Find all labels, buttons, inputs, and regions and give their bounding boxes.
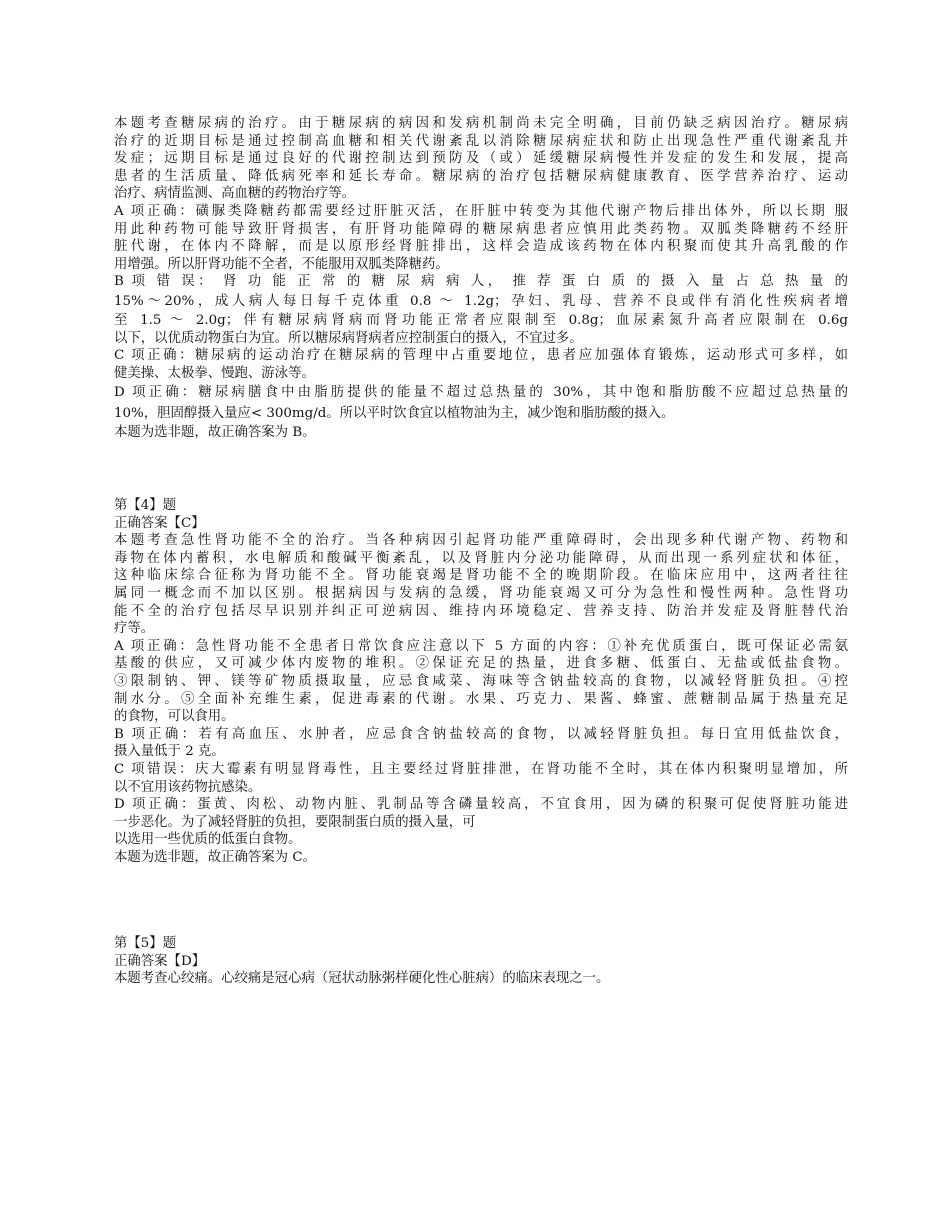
paragraph-line: 本题考查急性肾功能不全的治疗。当各种病因引起肾功能严重障碍时，会出现多种代谢产物、药物和 bbox=[114, 533, 848, 549]
option-c-line: C 项正确：糖尿病的运动治疗在糖尿病的管理中占重要地位，患者应加强体育锻炼，运动形式可多样，如 bbox=[114, 348, 848, 364]
option-c-line: 健美操、太极拳、慢跑、游泳等。 bbox=[114, 365, 315, 381]
option-a-line: ③限制钠、钾、镁等矿物质摄取量，应忌食咸菜、海味等含钠盐较高的食物，以减轻肾脏负担。④控 bbox=[114, 673, 848, 689]
option-b-line: 摄入量低于 2 克。 bbox=[114, 744, 225, 760]
option-a-line: A 项正确：磺脲类降糖药都需要经过肝脏灭活，在肝脏中转变为其他代谢产物后排出体外，所以长期 服 bbox=[114, 203, 848, 219]
option-d-line: 一步恶化。为了减轻肾脏的负担，要限制蛋白质的摄入量，可 bbox=[114, 814, 476, 830]
question-4 bbox=[114, 497, 848, 866]
option-a-line: 基酸的供应，又可减少体内废物的堆积。②保证充足的热量，进食多糖、低蛋白、无盐或低盐食物。 bbox=[114, 656, 848, 672]
option-d-line: D 项正确：糖尿病膳食中由脂肪提供的能量不超过总热量的 30%，其中饱和脂肪酸不应超过总热量的 bbox=[114, 385, 848, 401]
option-c-line: C 项错误：庆大霉素有明显肾毒性，且主要经过肾脏排泄，在肾功能不全时，其在体内积聚明显增加，所 bbox=[114, 761, 848, 777]
paragraph-line: 能不全的治疗包括尽早识别并纠正可逆病因、维持内环境稳定、营养支持、防治并发症及肾脏替代治 bbox=[114, 603, 848, 619]
conclusion-line: 本题为选非题，故正确答案为 B。 bbox=[114, 425, 316, 441]
option-b-line: B 项正确：若有高血压、水肿者，应忌食含钠盐较高的食物，以减轻肾脏负担。每日宜用低盐饮食， bbox=[114, 726, 848, 742]
question-heading: 第【5】题 bbox=[114, 936, 177, 951]
paragraph-line: 治疗、病情监测、高血糖的药物治疗等。 bbox=[114, 186, 356, 202]
conclusion-line: 本题为选非题，故正确答案为 C。 bbox=[114, 849, 316, 865]
correct-answer: 正确答案【C】 bbox=[114, 515, 205, 531]
option-b-line: B 项 错 误： 肾 功 能 正 常 的 糖 尿 病 病 人， 推 荐 蛋 白 质 的 摄 入 量 占 总 热 量 的 bbox=[114, 274, 848, 290]
option-a-line: 用此种药物可能导致肝肾损害，有肝肾功能障碍的糖尿病患者应慎用此类药物。双胍类降糖药不经肝 bbox=[114, 221, 848, 237]
option-a-line: 制水分。⑤全面补充维生素，促进毒素的代谢。水果、巧克力、果酱、蜂蜜、蔗糖制品属于热量充足 bbox=[114, 691, 848, 707]
option-d-line: 10%，胆固醇摄入量应< 300mg/d。所以平时饮食宜以植物油为主，减少饱和脂肪酸的摄入。 bbox=[114, 406, 675, 422]
option-a-line: A 项正确：急性肾功能不全患者日常饮食应注意以下 5 方面的内容：①补充优质蛋白，既可保证必需氨 bbox=[114, 638, 848, 654]
option-d-line: 以选用一些优质的低蛋白食物。 bbox=[114, 832, 302, 848]
paragraph-line: 本题考查糖尿病的治疗。由于糖尿病的病因和发病机制尚未完全明确，目前仍缺乏病因治疗。糖尿病 bbox=[114, 116, 848, 131]
option-c-line: 以不宜用该药物抗感染。 bbox=[114, 779, 262, 795]
option-a-line: 脏代谢，在体内不降解，而是以原形经肾脏排出，这样会造成该药物在体内积聚而使其升高乳酸的作 bbox=[114, 239, 848, 255]
correct-answer: 正确答案【D】 bbox=[114, 953, 206, 969]
question-5 bbox=[114, 935, 848, 988]
paragraph-line: 属同一概念而不加以区别。根据病因与发病的急缓，肾功能衰竭又可分为急性和慢性两种。急性肾功 bbox=[114, 585, 848, 601]
option-a-line: 用增强。所以肝肾功能不全者，不能服用双胍类降糖药。 bbox=[114, 256, 449, 272]
option-b-line: 以下，以优质动物蛋白为宜。所以糖尿病肾病者应控制蛋白的摄入，不宜过多。 bbox=[114, 330, 583, 346]
paragraph-line: 患者的生活质量、降低病死率和延长寿命。糖尿病的治疗包括糖尿病健康教育、医学营养治疗、运动 bbox=[114, 168, 848, 184]
option-d-line: D 项正确：蛋黄、肉松、动物内脏、乳制品等含磷量较高，不宜食用，因为磷的积聚可促使肾脏功能进 bbox=[114, 797, 848, 813]
paragraph-line: 治疗的近期目标是通过控制高血糖和相关代谢紊乱以消除糖尿病症状和防止出现急性严重代谢紊乱并 bbox=[114, 133, 848, 149]
paragraph-line: 毒物在体内蓄积，水电解质和酸碱平衡紊乱，以及肾脏内分泌功能障碍，从而出现一系列症状和体征， bbox=[114, 550, 848, 566]
paragraph-line: 发症；远期目标是通过良好的代谢控制达到预防及（或）延缓糖尿病慢性并发症的发生和发展，提高 bbox=[114, 151, 848, 167]
paragraph-line: 疗等。 bbox=[114, 621, 155, 637]
option-a-line: 的食物，可以食用。 bbox=[114, 709, 235, 725]
paragraph-line: 这种临床综合征称为肾功能不全。肾功能衰竭是肾功能不全的晚期阶段。在临床应用中，这两者往往 bbox=[114, 568, 848, 584]
option-b-line: 15%～20%，成人病人每日每千克体重 0.8 ～ 1.2g；孕妇、乳母、营养不良或伴有消化性疾病者增 bbox=[114, 293, 848, 309]
option-b-line: 至 1.5 ～ 2.0g；伴有糖尿病肾病而肾功能正常者应限制至 0.8g；血尿素氮升高者应限制在 0.6g bbox=[114, 312, 848, 328]
question-3-explanation bbox=[114, 115, 848, 442]
paragraph-line: 本题考查心绞痛。心绞痛是冠心病（冠状动脉粥样硬化性心脏病）的临床表现之一。 bbox=[114, 971, 610, 987]
question-heading: 第【4】题 bbox=[114, 498, 177, 513]
